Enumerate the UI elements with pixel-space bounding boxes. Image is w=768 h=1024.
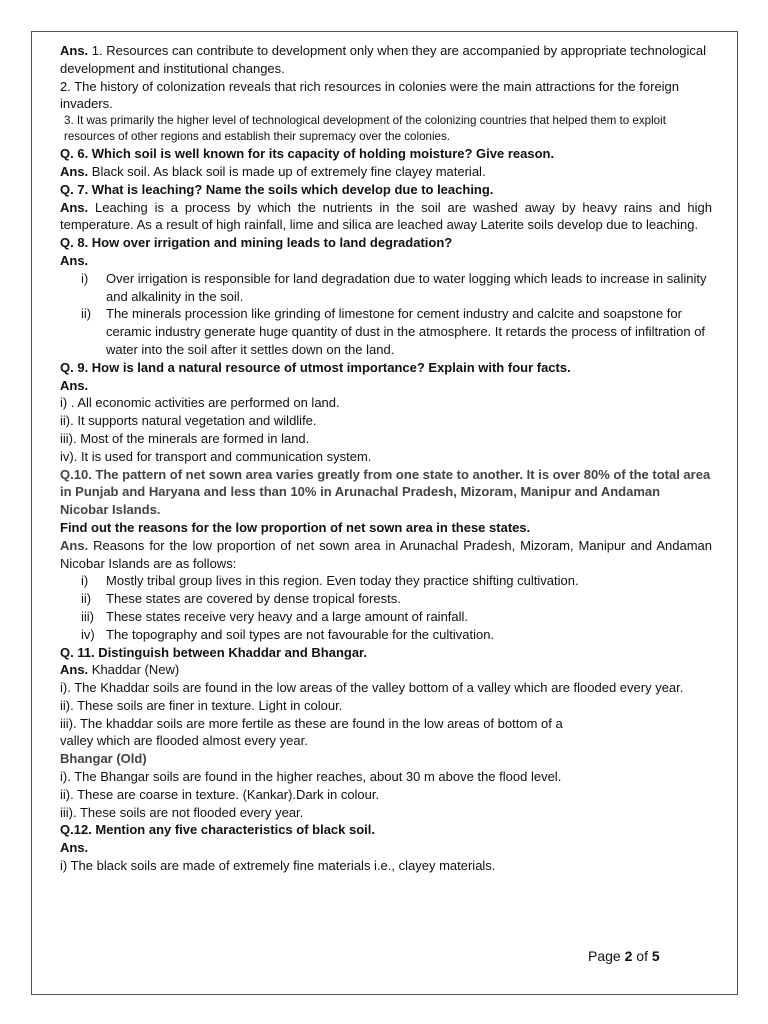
question-7: Q. 7. What is leaching? Name the soils which develop due to leaching. <box>60 181 494 197</box>
question-6: Q. 6. Which soil is well known for its capacity of holding moisture? Give reason. <box>60 146 555 162</box>
answer-9-line: i) . All economic activities are performed on land. <box>60 395 340 411</box>
answer-12-line: i) The black soils are made of extremely fine materials i.e., clayey materials. <box>60 858 496 874</box>
ans-label: Ans. <box>60 377 89 393</box>
answer-5-point-1 <box>60 42 712 78</box>
list-number: iv) <box>81 626 95 642</box>
list-item <box>60 572 712 590</box>
answer-6 <box>60 163 712 181</box>
list-number: iii) <box>81 608 94 624</box>
answer-10 <box>60 537 712 573</box>
answer-7 <box>60 199 712 235</box>
list-item <box>60 590 712 608</box>
answer-10-list <box>60 572 712 643</box>
page-number <box>588 948 660 964</box>
list-item <box>60 626 712 644</box>
answer-5-point-2: 2. The history of colonization reveals that rich resources in colonies were the main attractions for the foreign invaders. <box>60 78 680 112</box>
question-10: Q.10. The pattern of net sown area varies greatly from one state to another. It is over 80% of the total area in Punjab and Haryana and less than 10% in Arunachal Pradesh, Mizoram, Manipur and Andaman Nicobar Islands. <box>60 466 711 518</box>
ans-label: Ans. <box>60 537 89 553</box>
list-text: The minerals procession like grinding of limestone for cement industry and calcite and soapstone for ceramic industry generate huge quantity of dust in the atmosphere. It retards the process of infiltration of water into the soil after it settles down on the land. <box>106 306 706 357</box>
document-body <box>60 42 712 875</box>
list-text: The topography and soil types are not favourable for the cultivation. <box>106 626 495 642</box>
bhangar-heading: Bhangar (Old) <box>60 751 147 767</box>
ans-label: Ans. <box>60 163 89 179</box>
khaddar-heading: Khaddar (New) <box>88 662 180 678</box>
khaddar-line: ii). These soils are finer in texture. Light in colour. <box>60 697 343 713</box>
ans-label: Ans. <box>60 43 89 58</box>
bhangar-line: i). The Bhangar soils are found in the higher reaches, about 30 m above the flood level. <box>60 769 562 785</box>
answer-text: Reasons for the low proportion of net sown area in Arunachal Pradesh, Mizoram, Manipur and Andaman Nicobar Islands are as follows: <box>60 537 712 571</box>
khaddar-line: iii). The khaddar soils are more fertile as these are found in the low areas of bottom of a <box>60 715 563 731</box>
answer-text: 1. Resources can contribute to development only when they are accompanied by appropriate technological development and institutional changes. <box>60 43 707 76</box>
list-item <box>60 270 712 306</box>
answer-9-line: iv). It is used for transport and communication system. <box>60 448 372 464</box>
list-number: ii) <box>81 306 92 322</box>
ans-label: Ans. <box>60 840 89 856</box>
khaddar-line: i). The Khaddar soils are found in the low areas of the valley bottom of a valley which are flooded every year. <box>60 680 684 696</box>
list-text: These states receive very heavy and a large amount of rainfall. <box>106 608 469 624</box>
list-text: These states are covered by dense tropical forests. <box>106 591 401 607</box>
of-label: of <box>632 948 652 964</box>
total-pages: 5 <box>651 948 660 964</box>
ans-label: Ans. <box>60 199 89 215</box>
list-number: i) <box>81 573 89 589</box>
answer-text: Leaching is a process by which the nutrients in the soil are washed away by heavy rains and high temperature. As a result of high rainfall, lime and silica are leached away Laterite soils develop due to leaching. <box>60 199 712 233</box>
question-11: Q. 11. Distinguish between Khaddar and Bhangar. <box>60 644 368 660</box>
question-12: Q.12. Mention any five characteristics of black soil. <box>60 822 376 838</box>
list-text: Mostly tribal group lives in this region. Even today they practice shifting cultivation. <box>106 573 579 589</box>
bhangar-line: ii). These are coarse in texture. (Kankar).Dark in colour. <box>60 786 380 802</box>
khaddar-line: valley which are flooded almost every year. <box>60 733 308 749</box>
question-10-part-2: Find out the reasons for the low proportion of net sown area in these states. <box>60 519 531 535</box>
answer-9-line: iii). Most of the minerals are formed in land. <box>60 430 310 446</box>
list-item <box>60 608 712 626</box>
page-label: Page <box>588 948 625 964</box>
bhangar-line: iii). These soils are not flooded every year. <box>60 804 304 820</box>
list-number: ii) <box>81 591 92 607</box>
ans-label: Ans. <box>60 662 89 678</box>
ans-label: Ans. <box>60 252 89 268</box>
answer-8-list <box>60 270 712 359</box>
list-text: Over irrigation is responsible for land degradation due to water logging which leads to increase in salinity and alkalinity in the soil. <box>106 270 707 304</box>
list-number: i) <box>81 270 89 286</box>
question-9: Q. 9. How is land a natural resource of utmost importance? Explain with four facts. <box>60 359 571 375</box>
answer-text: Black soil. As black soil is made up of extremely fine clayey material. <box>88 163 486 179</box>
question-8: Q. 8. How over irrigation and mining leads to land degradation? <box>60 235 453 251</box>
current-page: 2 <box>624 948 633 964</box>
answer-9-line: ii). It supports natural vegetation and wildlife. <box>60 413 317 429</box>
list-item <box>60 305 712 358</box>
answer-5-point-3: 3. It was primarily the higher level of technological development of the colonizing countries that helped them to exploit resources of other regions and establish their supremacy over the colonies. <box>64 114 666 144</box>
answer-11 <box>60 661 712 679</box>
